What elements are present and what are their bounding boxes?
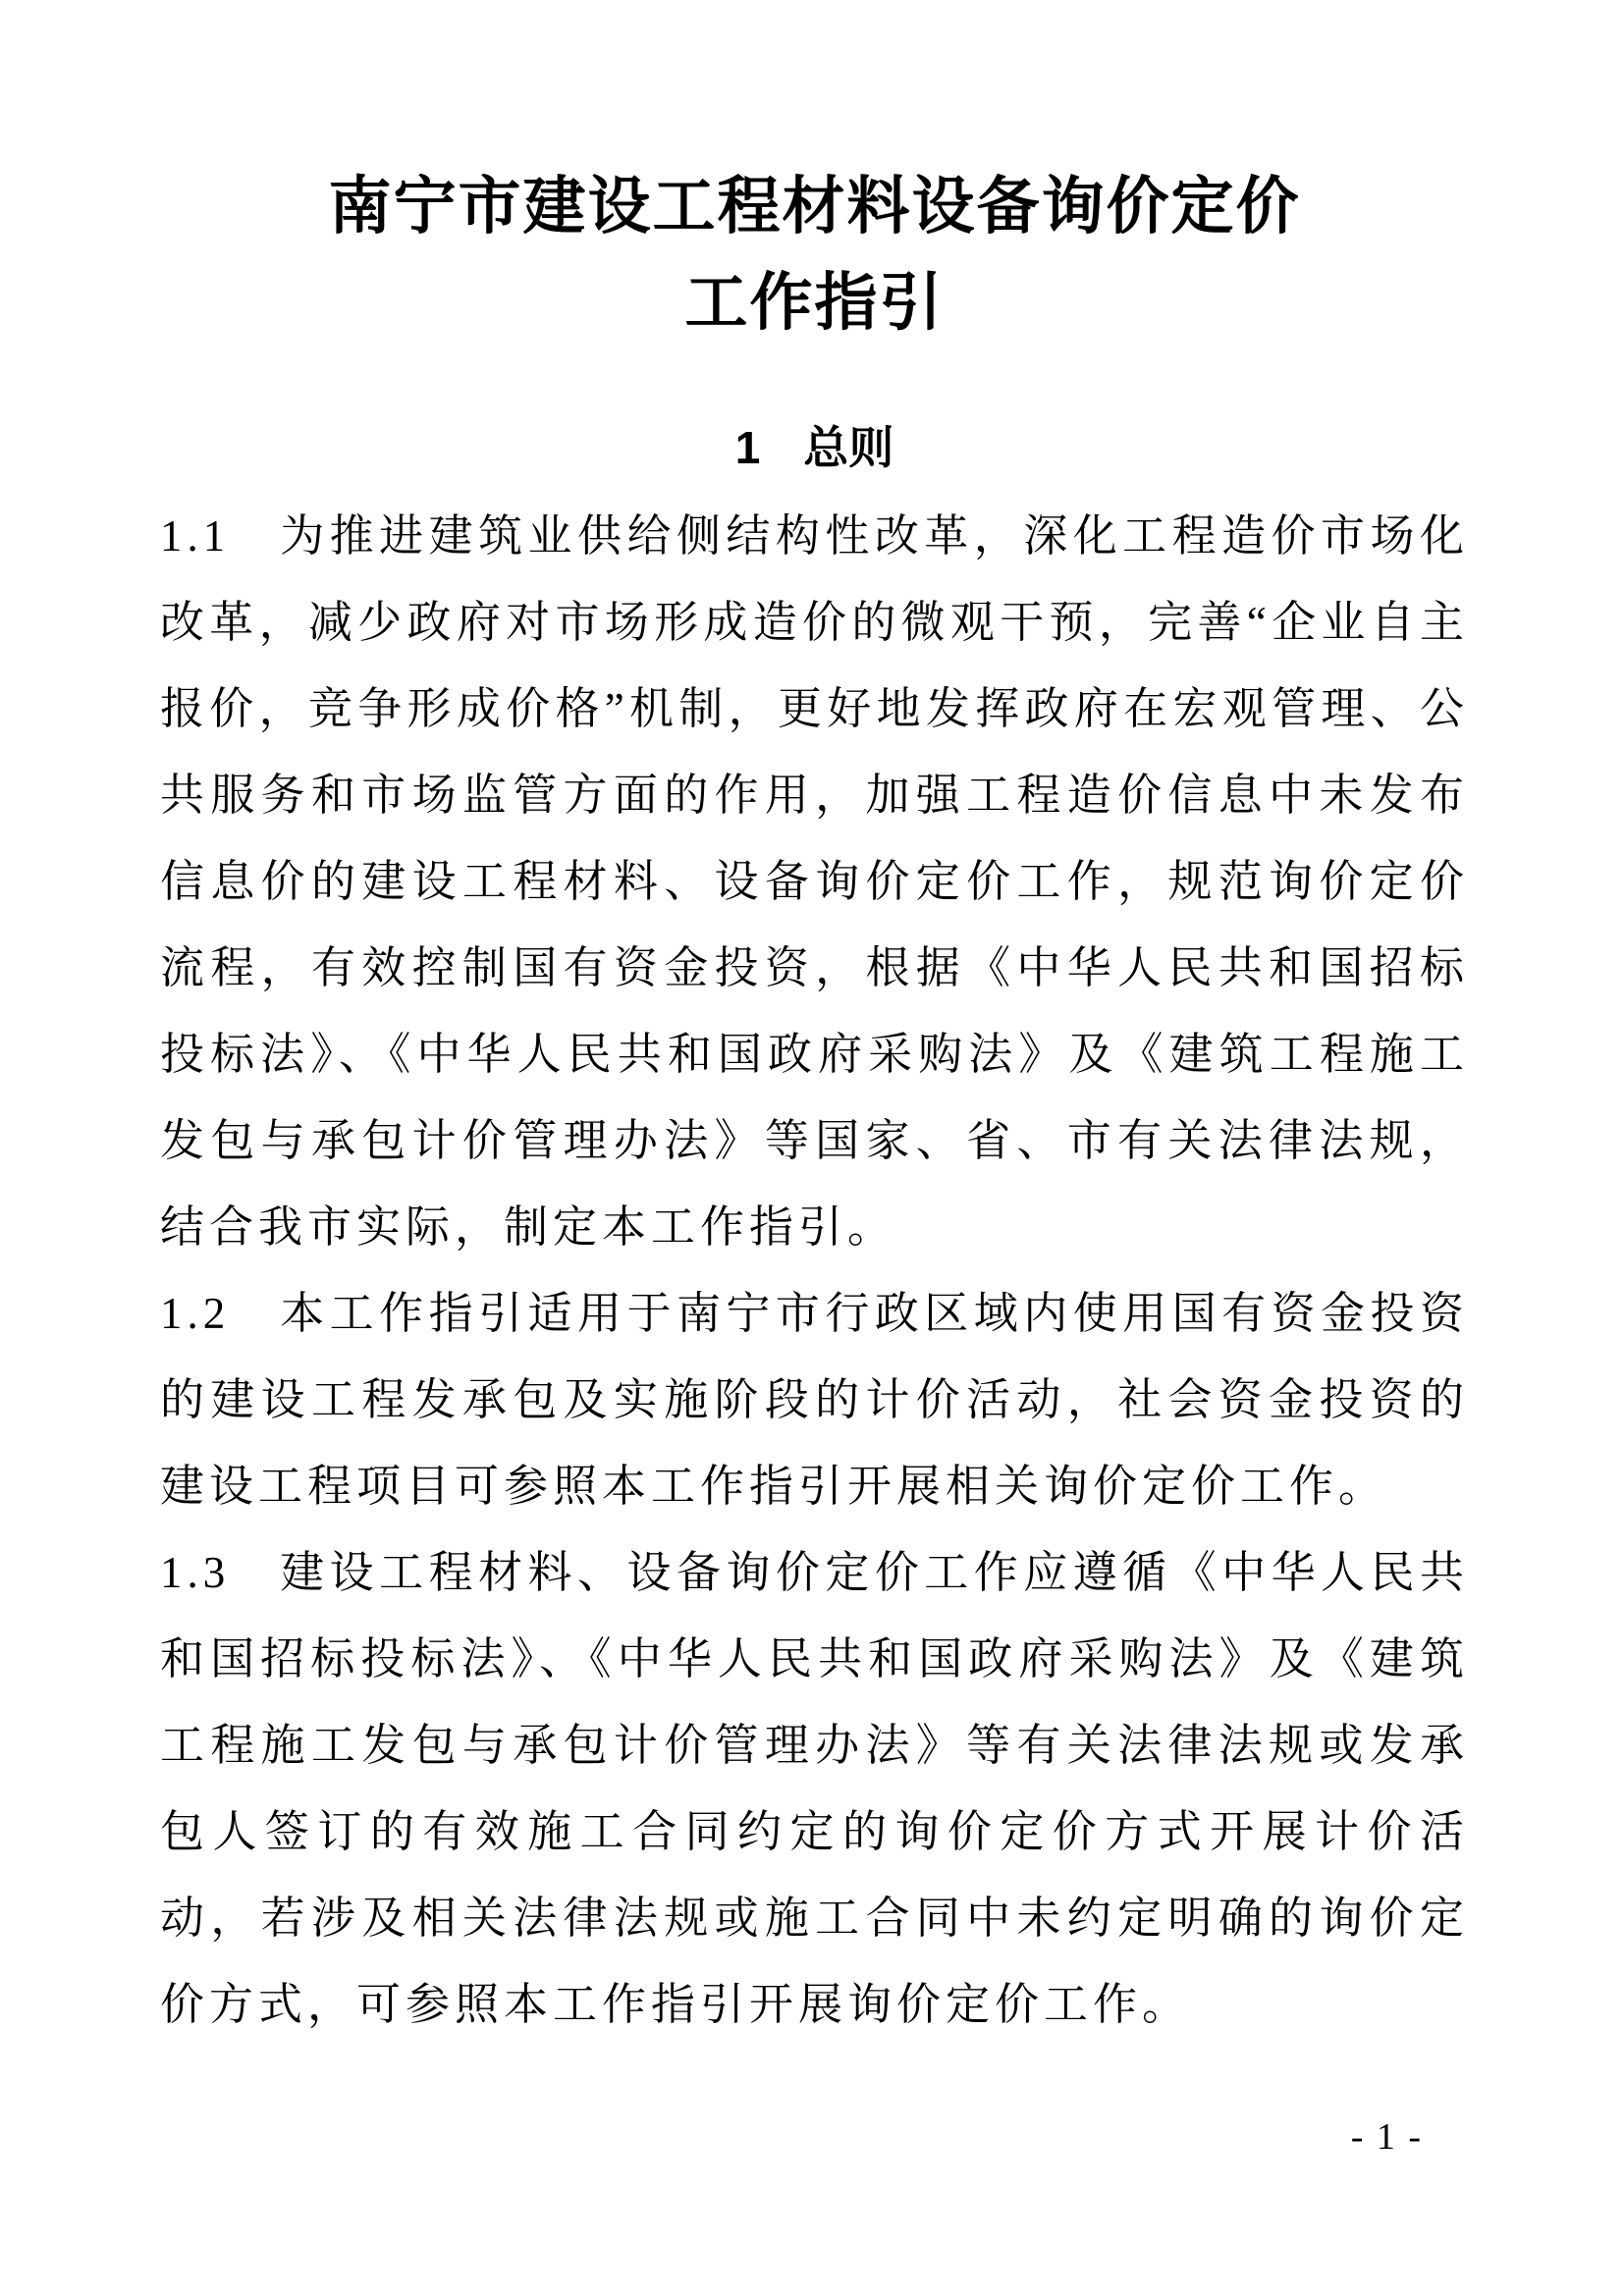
section-number: 1 (734, 422, 761, 473)
paragraph-1-1: 1.1 为推进建筑业供给侧结构性改革，深化工程造价市场化改革，减少政府对市场形成造价的微观干预，完善“企业自主报价，竞争形成价格”机制，更好地发挥政府在宏观管理、公共服务和市场监管方面的作用，加强工程造价信息中未发布信息价的建设工程材料、设备询价定价工作，规范询价定价流程，有效控制国有资金投资，根据《中华人民共和国招标投标法》、《中华人民共和国政府采购法》及《建筑工程施工发包与承包计价管理办法》等国家、省、市有关法律法规，结合我市实际，制定本工作指引。 (160, 511, 1469, 1252)
paragraph-1-2: 1.2 本工作指引适用于南宁市行政区域内使用国有资金投资的建设工程发承包及实施阶段的计价活动，社会资金投资的建设工程项目可参照本工作指引开展相关询价定价工作。 (160, 1289, 1469, 1511)
document-title-line2: 工作指引 (684, 268, 945, 338)
body-text (160, 493, 1469, 2048)
document-title (160, 159, 1469, 351)
page-number: - 1 - (1350, 2116, 1423, 2158)
section-heading (160, 420, 1469, 475)
paragraph-1-3: 1.3 建设工程材料、设备询价定价工作应遵循《中华人民共和国招标投标法》、《中华人民共和国政府采购法》及《建筑工程施工发包与承包计价管理办法》等有关法律法规或发承包人签订的有效施工合同约定的询价定价方式开展计价活动，若涉及相关法律法规或施工合同中未约定明确的询价定价方式，可参照本工作指引开展询价定价工作。 (160, 1548, 1469, 2029)
document-title-line1: 南宁市建设工程材料设备询价定价 (328, 172, 1301, 241)
section-title: 总则 (803, 422, 894, 473)
